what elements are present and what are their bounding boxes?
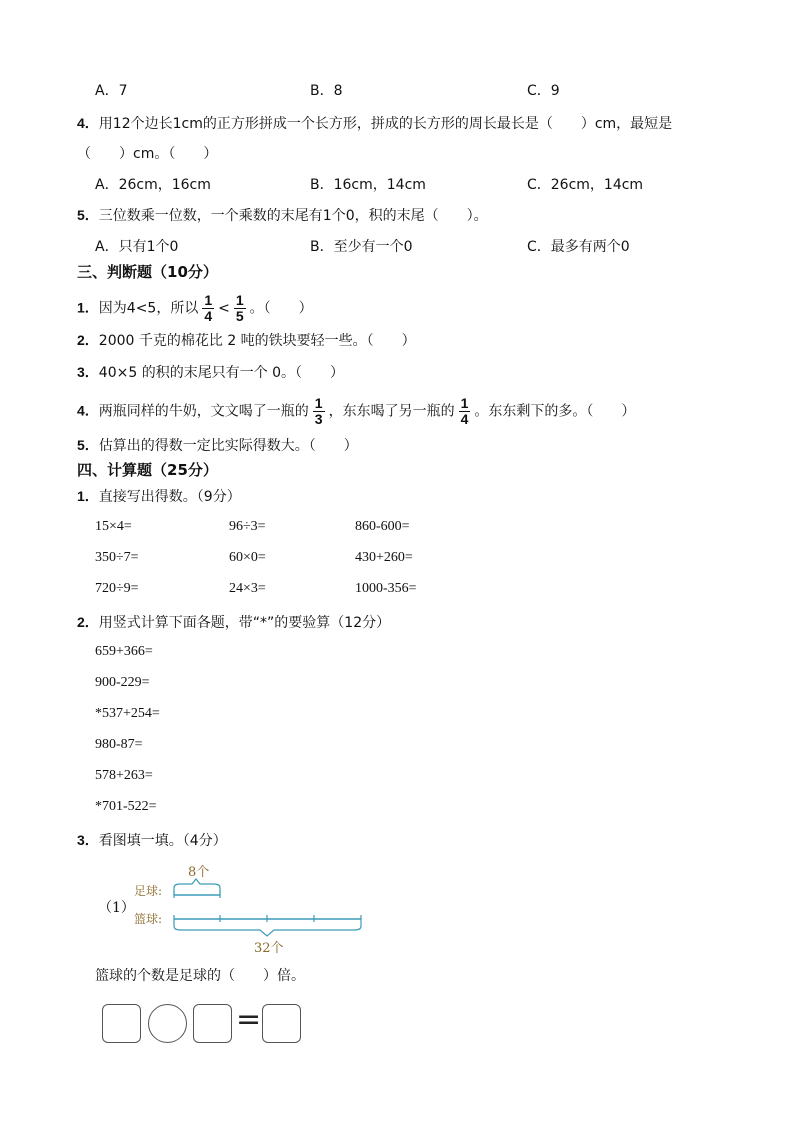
top-count-label: 8个: [188, 865, 210, 880]
fraction-numerator: 1: [235, 292, 244, 308]
fraction-denominator: 5: [235, 308, 244, 324]
oral-calc-item: 60×0=: [229, 550, 266, 565]
operator-circle[interactable]: [148, 1004, 187, 1043]
oral-calc-item: 350÷7=: [95, 550, 139, 565]
answer-box-2[interactable]: [193, 1004, 232, 1043]
vertical-calc-item: 980-87=: [95, 737, 143, 752]
fraction-denominator: 4: [204, 308, 213, 324]
judge-item-4-number: 4．: [77, 402, 99, 419]
fraction-denominator: 3: [314, 411, 323, 427]
fraction-numerator: 1: [460, 395, 469, 411]
judge-item-4: [77, 395, 636, 427]
question-5-text: 三位数乘一位数，一个乘数的末尾有1个0，积的末尾（ ）。: [98, 208, 488, 224]
vertical-calc-item: *701-522=: [95, 799, 157, 814]
less-than-sign: <: [218, 300, 230, 317]
calc-question-1-text: 直接写出得数。（9分）: [98, 489, 241, 505]
vertical-calc-item: 659+366=: [95, 644, 153, 659]
calc-question-2-text: 用竖式计算下面各题，带“*”的要验算（12分）: [98, 615, 391, 631]
q4-option-c: C．26cm，14cm: [527, 177, 644, 193]
oral-calc-item: 1000-356=: [355, 581, 417, 596]
judge-item-1-text: 因为4<5，所以: [98, 300, 199, 317]
part-1-label: （1）: [98, 900, 135, 916]
q5-option-b: B．至少有一个0: [310, 239, 413, 255]
q4-option-a: A．26cm，16cm: [95, 177, 211, 193]
calc-question-3: [77, 830, 227, 851]
fraction-numerator: 1: [204, 292, 213, 308]
diagram-question: 篮球的个数是足球的（ ）倍。: [95, 968, 305, 984]
fraction-numerator: 1: [314, 395, 323, 411]
judge-item-2: [77, 330, 416, 351]
equals-sign: =: [236, 1002, 262, 1037]
answer-box-result[interactable]: [262, 1004, 301, 1043]
judge-item-3-number: 3．: [77, 364, 99, 380]
vertical-calc-item: 900-229=: [95, 675, 150, 690]
judge-item-1-tail: 。（ ）: [249, 300, 313, 317]
q5-option-c: C．最多有两个0: [527, 239, 630, 255]
judge-item-2-number: 2．: [77, 332, 99, 348]
judge-item-2-text: 2000 千克的棉花比 2 吨的铁块要轻一些。（ ）: [98, 333, 416, 349]
oral-calc-item: 720÷9=: [95, 581, 139, 596]
question-5-number: 5．: [77, 207, 99, 223]
question-4-text: 用12个边长1cm的正方形拼成一个长方形，拼成的长方形的周长最长是（ ）cm，最短是: [98, 116, 673, 132]
calc-question-3-number: 3．: [77, 832, 99, 848]
question-5: [77, 205, 488, 226]
question-4: [77, 113, 672, 134]
oral-calc-item: 860-600=: [355, 519, 410, 534]
judge-item-5: [77, 435, 358, 456]
judge-item-3-text: 40×5 的积的末尾只有一个 0。（ ）: [98, 365, 345, 381]
oral-calc-item: 96÷3=: [229, 519, 266, 534]
vertical-calc-item: 578+263=: [95, 768, 153, 783]
q3-option-b: B．8: [310, 83, 343, 99]
judge-item-4-middle: ，东东喝了另一瓶的: [328, 403, 455, 420]
question-4-number: 4．: [77, 115, 99, 131]
fraction-one-third: [313, 396, 325, 427]
q5-option-a: A．只有1个0: [95, 239, 179, 255]
section-3-title: 三、判断题（10分）: [77, 263, 218, 281]
calc-question-3-text: 看图填一填。（4分）: [98, 833, 227, 849]
basketball-label: 篮球:: [134, 912, 163, 926]
judge-item-4-tail: 。东东剩下的多。（ ）: [474, 403, 636, 420]
oral-calc-item: 430+260=: [355, 550, 413, 565]
fraction-one-quarter: [202, 293, 214, 324]
section-4-title: 四、计算题（25分）: [77, 461, 218, 479]
judge-item-1-number: 1．: [77, 299, 99, 316]
judge-item-5-number: 5．: [77, 437, 99, 453]
oral-calc-item: 15×4=: [95, 519, 132, 534]
judge-item-1: [77, 292, 313, 324]
q4-option-b: B．16cm，14cm: [310, 177, 426, 193]
football-label: 足球:: [134, 884, 163, 898]
judge-item-5-text: 估算出的得数一定比实际得数大。（ ）: [98, 438, 358, 454]
bottom-count-label: 32个: [254, 941, 284, 956]
q3-option-a: A．7: [95, 83, 128, 99]
answer-box-1[interactable]: [102, 1004, 141, 1043]
oral-calc-item: 24×3=: [229, 581, 266, 596]
calc-question-2: [77, 612, 390, 633]
top-brace: [174, 879, 220, 894]
calc-question-1: [77, 486, 241, 507]
bottom-brace: [174, 922, 361, 936]
question-4-continued: （ ）cm。（ ）: [77, 146, 218, 162]
fraction-denominator: 4: [460, 411, 469, 427]
fraction-one-quarter: [459, 396, 471, 427]
calc-question-2-number: 2．: [77, 614, 99, 630]
calc-question-1-number: 1．: [77, 488, 99, 504]
q3-option-c: C．9: [527, 83, 560, 99]
judge-item-3: [77, 362, 344, 383]
segment-diagram: [130, 860, 370, 960]
vertical-calc-item: *537+254=: [95, 706, 160, 721]
fraction-one-fifth: [234, 293, 246, 324]
judge-item-4-text: 两瓶同样的牛奶，文文喝了一瓶的: [98, 403, 309, 420]
